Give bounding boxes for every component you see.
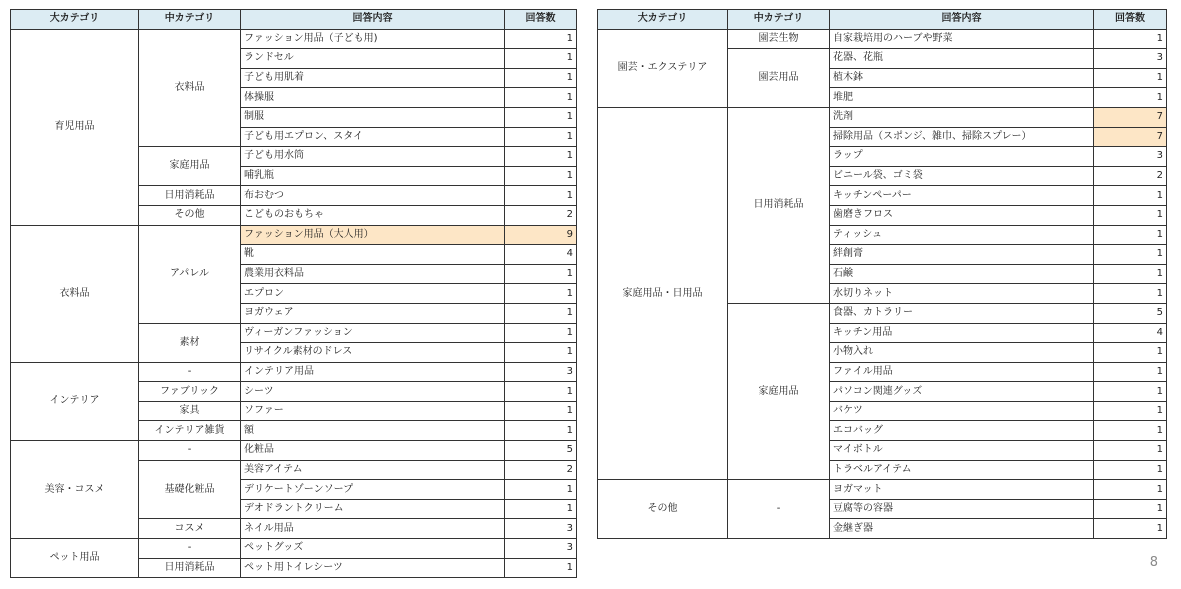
answer-count-cell: 1 (505, 29, 577, 49)
answer-content-cell: 金継ぎ器 (830, 519, 1094, 539)
table-row (598, 107, 1167, 127)
answer-count-cell: 3 (1094, 147, 1167, 167)
header-row (11, 10, 577, 30)
middle-category-cell: インテリア雑貨 (139, 421, 241, 441)
header-major-category: 大カテゴリ (11, 10, 139, 30)
answer-count-cell: 1 (505, 147, 577, 167)
answer-content-cell: 靴 (241, 245, 505, 265)
middle-category-cell: 日用消耗品 (728, 107, 830, 303)
answer-count-cell: 1 (505, 499, 577, 519)
answer-content-cell: 食器、カトラリー (830, 303, 1094, 323)
answer-count-cell: 1 (505, 558, 577, 578)
answer-content-cell: ヨガウェア (241, 303, 505, 323)
major-category-cell: 園芸・エクステリア (598, 29, 728, 107)
answer-content-cell: エプロン (241, 284, 505, 304)
answer-content-cell: リサイクル素材のドレス (241, 343, 505, 363)
answer-content-cell: トラベルアイテム (830, 460, 1094, 480)
table-row (11, 441, 577, 461)
header-major-category: 大カテゴリ (598, 10, 728, 30)
middle-category-cell: ファブリック (139, 382, 241, 402)
major-category-cell: ペット用品 (11, 539, 139, 578)
answer-content-cell: 子ども用肌着 (241, 68, 505, 88)
answer-count-cell: 1 (505, 49, 577, 69)
middle-category-cell: - (139, 362, 241, 382)
answer-content-cell: ビニール袋、ゴミ袋 (830, 166, 1094, 186)
table-row (11, 225, 577, 245)
header-middle-category: 中カテゴリ (139, 10, 241, 30)
middle-category-cell: - (139, 539, 241, 559)
answer-content-cell: 額 (241, 421, 505, 441)
major-category-cell: 衣料品 (11, 225, 139, 362)
answer-count-cell: 5 (1094, 303, 1167, 323)
answer-content-cell: 豆腐等の容器 (830, 499, 1094, 519)
answer-count-cell: 1 (1094, 362, 1167, 382)
answer-content-cell: ソファー (241, 401, 505, 421)
answer-content-cell: ファッション用品（子ども用) (241, 29, 505, 49)
answer-count-cell: 1 (1094, 88, 1167, 108)
answer-content-cell: デオドラントクリーム (241, 499, 505, 519)
table-row (598, 480, 1167, 500)
answer-count-cell: 1 (505, 186, 577, 206)
answer-count-cell: 1 (1094, 245, 1167, 265)
answer-count-cell: 1 (505, 166, 577, 186)
answer-count-cell: 1 (505, 107, 577, 127)
header-row (598, 10, 1167, 30)
middle-category-cell: 素材 (139, 323, 241, 362)
middle-category-cell: アパレル (139, 225, 241, 323)
answer-content-cell: 子ども用水筒 (241, 147, 505, 167)
major-category-cell: 家庭用品・日用品 (598, 107, 728, 479)
answer-content-cell: ランドセル (241, 49, 505, 69)
answer-count-cell: 1 (1094, 29, 1167, 49)
middle-category-cell: - (139, 441, 241, 461)
answer-count-cell: 1 (505, 343, 577, 363)
page-number: 8 (1149, 555, 1158, 570)
answer-count-cell: 1 (1094, 382, 1167, 402)
answer-content-cell: 掃除用品（スポンジ、雑巾、掃除スプレー） (830, 127, 1094, 147)
answer-count-cell: 2 (505, 205, 577, 225)
answer-content-cell: 体操服 (241, 88, 505, 108)
answer-count-cell: 1 (1094, 284, 1167, 304)
answer-content-cell: 哺乳瓶 (241, 166, 505, 186)
answer-count-cell: 1 (1094, 441, 1167, 461)
answer-content-cell: 植木鉢 (830, 68, 1094, 88)
answer-count-cell: 4 (1094, 323, 1167, 343)
answer-content-cell: ファイル用品 (830, 362, 1094, 382)
major-category-cell: 育児用品 (11, 29, 139, 225)
answer-count-cell: 1 (505, 382, 577, 402)
answer-count-cell: 1 (1094, 401, 1167, 421)
answer-content-cell: ネイル用品 (241, 519, 505, 539)
answer-content-cell: 石鹸 (830, 264, 1094, 284)
middle-category-cell: 園芸用品 (728, 49, 830, 108)
middle-category-cell: 家庭用品 (728, 303, 830, 479)
answer-content-cell: 水切りネット (830, 284, 1094, 304)
answer-count-cell: 1 (1094, 343, 1167, 363)
answer-count-cell: 1 (1094, 205, 1167, 225)
answer-count-cell: 3 (505, 539, 577, 559)
middle-category-cell: 日用消耗品 (139, 558, 241, 578)
answer-count-cell: 3 (505, 519, 577, 539)
answer-count-cell: 5 (505, 441, 577, 461)
answer-content-cell: バケツ (830, 401, 1094, 421)
answer-content-cell: 絆創膏 (830, 245, 1094, 265)
answer-content-cell: キッチンペーパー (830, 186, 1094, 206)
answer-count-cell: 1 (505, 264, 577, 284)
answer-count-cell: 1 (505, 88, 577, 108)
answer-count-cell: 1 (1094, 480, 1167, 500)
answer-count-cell: 1 (1094, 186, 1167, 206)
answer-content-cell: ヨガマット (830, 480, 1094, 500)
answer-count-cell: 3 (505, 362, 577, 382)
table-row (11, 29, 577, 49)
answer-content-cell: ペット用トイレシーツ (241, 558, 505, 578)
answer-count-cell: 1 (505, 323, 577, 343)
header-answer-count: 回答数 (1094, 10, 1167, 30)
answer-content-cell: キッチン用品 (830, 323, 1094, 343)
answer-content-cell: 洗剤 (830, 107, 1094, 127)
middle-category-cell: その他 (139, 205, 241, 225)
middle-category-cell: 家庭用品 (139, 147, 241, 186)
answer-count-cell: 1 (1094, 68, 1167, 88)
table-row (11, 362, 577, 382)
answer-content-cell: ヴィーガンファッション (241, 323, 505, 343)
answer-content-cell: ペットグッズ (241, 539, 505, 559)
table-row (11, 539, 577, 559)
middle-category-cell: 基礎化粧品 (139, 460, 241, 519)
answer-count-cell: 1 (505, 127, 577, 147)
major-category-cell: インテリア (11, 362, 139, 440)
answer-content-cell: ラップ (830, 147, 1094, 167)
answer-content-cell: 自家栽培用のハーブや野菜 (830, 29, 1094, 49)
header-middle-category: 中カテゴリ (728, 10, 830, 30)
answer-count-cell: 9 (505, 225, 577, 245)
answer-content-cell: 子ども用エプロン、スタイ (241, 127, 505, 147)
answer-content-cell: 布おむつ (241, 186, 505, 206)
answer-content-cell: 農業用衣料品 (241, 264, 505, 284)
answer-count-cell: 1 (1094, 225, 1167, 245)
answer-content-cell: こどものおもちゃ (241, 205, 505, 225)
answer-count-cell: 1 (1094, 421, 1167, 441)
answer-content-cell: シーツ (241, 382, 505, 402)
answer-content-cell: エコバッグ (830, 421, 1094, 441)
answer-count-cell: 7 (1094, 107, 1167, 127)
header-answer-content: 回答内容 (241, 10, 505, 30)
answer-content-cell: インテリア用品 (241, 362, 505, 382)
answer-count-cell: 4 (505, 245, 577, 265)
answer-content-cell: パソコン関連グッズ (830, 382, 1094, 402)
answer-count-cell: 2 (1094, 166, 1167, 186)
answer-content-cell: 制服 (241, 107, 505, 127)
answer-content-cell: 小物入れ (830, 343, 1094, 363)
right-category-table (597, 9, 1167, 539)
major-category-cell: その他 (598, 480, 728, 539)
answer-content-cell: 美容アイテム (241, 460, 505, 480)
answer-count-cell: 1 (505, 68, 577, 88)
answer-count-cell: 1 (1094, 460, 1167, 480)
answer-count-cell: 1 (505, 480, 577, 500)
table-row (598, 29, 1167, 49)
header-answer-count: 回答数 (505, 10, 577, 30)
answer-count-cell: 1 (1094, 499, 1167, 519)
answer-count-cell: 1 (505, 303, 577, 323)
middle-category-cell: 園芸生物 (728, 29, 830, 49)
answer-content-cell: ファッション用品（大人用） (241, 225, 505, 245)
answer-count-cell: 3 (1094, 49, 1167, 69)
middle-category-cell: 家具 (139, 401, 241, 421)
answer-content-cell: デリケートゾーンソープ (241, 480, 505, 500)
answer-content-cell: ティッシュ (830, 225, 1094, 245)
answer-count-cell: 7 (1094, 127, 1167, 147)
answer-count-cell: 1 (505, 401, 577, 421)
answer-count-cell: 1 (505, 284, 577, 304)
answer-content-cell: 化粧品 (241, 441, 505, 461)
middle-category-cell: - (728, 480, 830, 539)
answer-count-cell: 1 (1094, 264, 1167, 284)
answer-content-cell: マイボトル (830, 441, 1094, 461)
middle-category-cell: 日用消耗品 (139, 186, 241, 206)
left-category-table (10, 9, 577, 578)
answer-count-cell: 1 (1094, 519, 1167, 539)
answer-content-cell: 堆肥 (830, 88, 1094, 108)
header-answer-content: 回答内容 (830, 10, 1094, 30)
middle-category-cell: コスメ (139, 519, 241, 539)
answer-content-cell: 花器、花瓶 (830, 49, 1094, 69)
major-category-cell: 美容・コスメ (11, 441, 139, 539)
answer-content-cell: 歯磨きフロス (830, 205, 1094, 225)
middle-category-cell: 衣料品 (139, 29, 241, 147)
answer-count-cell: 2 (505, 460, 577, 480)
answer-count-cell: 1 (505, 421, 577, 441)
